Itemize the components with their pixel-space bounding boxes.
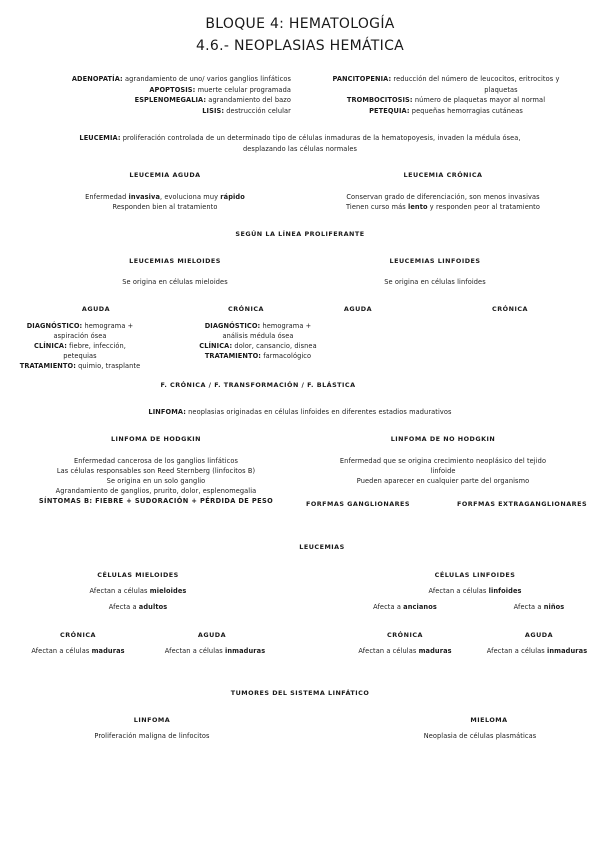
mieloides-afectan: Afectan a células mieloides	[89, 587, 187, 595]
linfoides-ninos: Afecta a niños	[513, 603, 565, 611]
def-lisis	[72, 106, 291, 117]
fases-cronica: F. CRÓNICA / F. TRANSFORMACIÓN / F. BLÁSTICA	[160, 381, 356, 389]
cronica-detail: DIAGNÓSTICO: hemograma + análisis médula ósea CLÍNICA: dolor, cansancio, disnea TRATAMIENTO: farmacológico	[199, 322, 317, 360]
definitions-left	[72, 74, 291, 116]
def-term: LEUCEMIA:	[79, 134, 121, 142]
linfoma-desc: Proliferación maligna de linfocitos	[94, 732, 210, 740]
def-petequia	[302, 106, 590, 117]
heading-linfoma: LINFOMA	[133, 716, 171, 724]
leucemia-definition	[79, 133, 520, 155]
heading-segun-linea: SEGÚN LA LÍNEA PROLIFERANTE	[235, 230, 365, 238]
sub-aguda-mieloide: AGUDA	[81, 305, 111, 313]
hodgkin-description: Enfermedad cancerosa de los ganglios linfáticos Las células responsables son Reed Sternberg (linfocitos B) Se origina en un solo ganglio Agrandamiento de ganglios, prurito, dolor, esplenomegalia SÍNTOMAS B: FIEBRE + SUDORACIÓN + PÉRDIDA DE PESO	[38, 457, 274, 505]
aguda-description: Enfermedad invasiva, evoluciona muy rápido Responden bien al tratamiento	[85, 193, 245, 211]
sub-cronica-linfoide: CRÓNICA	[492, 305, 528, 313]
def-term: ESPLENOMEGALIA:	[134, 96, 207, 104]
linfoides-ancianos: Afecta a ancianos	[373, 603, 437, 611]
linfoide-aguda: AGUDA	[524, 631, 554, 639]
heading-mieloma: MIELOMA	[470, 716, 508, 724]
cronica-description: Conservan grado de diferenciación, son menos invasivas Tienen curso más lento y responden peor al tratamiento	[345, 193, 541, 211]
def-desc: agrandamiento del bazo	[206, 96, 291, 104]
definitions-right	[302, 74, 590, 116]
heading-linfoma-hodgkin: LINFOMA DE HODGKIN	[110, 435, 202, 443]
def-term: PETEQUIA:	[369, 106, 410, 115]
linfoides-description: Se origina en células linfoides	[384, 278, 486, 286]
mieloide-aguda-desc: Afectan a células inmaduras	[164, 647, 266, 655]
mieloide-aguda: AGUDA	[197, 631, 227, 639]
mieloides-description: Se origina en células mieloides	[122, 278, 228, 286]
def-desc: destrucción celular	[224, 106, 291, 115]
def-desc: número de plaquetas mayor al normal	[412, 96, 546, 104]
page-title-line2: 4.6.- NEOPLASIAS HEMÁTICA	[195, 38, 405, 54]
def-desc: pequeñas hemorragias cutáneas	[409, 106, 523, 115]
page-title-line1: BLOQUE 4: HEMATOLOGÍA	[205, 16, 395, 32]
def-pancitopenia-cont: plaquetas	[484, 85, 518, 94]
sub-aguda-linfoide: AGUDA	[343, 305, 373, 313]
heading-leucemias-linfoides: LEUCEMIAS LINFOIDES	[389, 257, 481, 265]
heading-leucemias-mieloides: LEUCEMIAS MIELOIDES	[129, 257, 221, 265]
def-adenopatia	[72, 74, 291, 85]
heading-leucemia-cronica: LEUCEMIA CRÓNICA	[403, 171, 483, 179]
def-trombocitosis	[302, 95, 590, 106]
linfoma-definition: LINFOMA: neoplasias originadas en células linfoides en diferentes estadios madurativos	[148, 408, 452, 416]
linfoide-cronica: CRÓNICA	[387, 631, 423, 639]
heading-linfoma-no-hodgkin: LINFOMA DE NO HODGKIN	[390, 435, 496, 443]
def-term: ADENOPATÍA:	[71, 75, 123, 83]
def-apoptosis	[72, 85, 291, 96]
def-term: APOPTOSIS:	[149, 85, 196, 94]
linfoide-cronica-desc: Afectan a células maduras	[358, 647, 452, 655]
def-term: PANCITOPENIA:	[332, 75, 392, 83]
def-desc: agrandamiento de uno/ varios ganglios linfáticos	[122, 75, 291, 83]
heading-leucemia-aguda: LEUCEMIA AGUDA	[129, 171, 201, 179]
heading-celulas-mieloides: CÉLULAS MIELOIDES	[97, 571, 179, 579]
formas-ganglionares: FORFMAS GANGLIONARES	[305, 500, 411, 508]
def-desc: muerte celular programada	[195, 85, 291, 94]
mieloma-desc: Neoplasia de células plasmáticas	[423, 732, 537, 740]
heading-tumores: TUMORES DEL SISTEMA LINFÁTICO	[230, 689, 370, 697]
def-term: LISIS:	[202, 106, 225, 115]
linfoide-aguda-desc: Afectan a células inmaduras	[486, 647, 588, 655]
def-desc: proliferación controlada de un determinado tipo de células inmaduras de la hematopoyesis, invaden la médula ósea,	[120, 134, 521, 142]
mieloide-cronica: CRÓNICA	[60, 631, 96, 639]
mieloides-adultos: Afecta a adultos	[108, 603, 168, 611]
no-hodgkin-description: Enfermedad que se origina crecimiento neoplásico del tejido linfoide Pueden aparecer en cualquier parte del organismo	[339, 457, 547, 485]
def-term: TROMBOCITOSIS:	[346, 96, 413, 104]
def-desc-cont: desplazando las células normales	[242, 145, 358, 153]
def-esplenomegalia	[72, 95, 291, 106]
linfoides-afectan: Afectan a células linfoides	[428, 587, 522, 595]
aguda-detail: DIAGNÓSTICO: hemograma + aspiración ósea CLÍNICA: fiebre, infección, petequias TRATAMIENTO: quimio, trasplante	[19, 322, 141, 370]
mieloide-cronica-desc: Afectan a células maduras	[31, 647, 125, 655]
heading-leucemias: LEUCEMIAS	[299, 543, 345, 551]
def-pancitopenia	[302, 74, 590, 85]
def-desc: reducción del número de leucocitos, eritrocitos y	[391, 75, 560, 83]
heading-celulas-linfoides: CÉLULAS LINFOIDES	[434, 571, 516, 579]
formas-extraganglionares: FORFMAS EXTRAGANGLIONARES	[456, 500, 588, 508]
sub-cronica-mieloide: CRÓNICA	[228, 305, 264, 313]
